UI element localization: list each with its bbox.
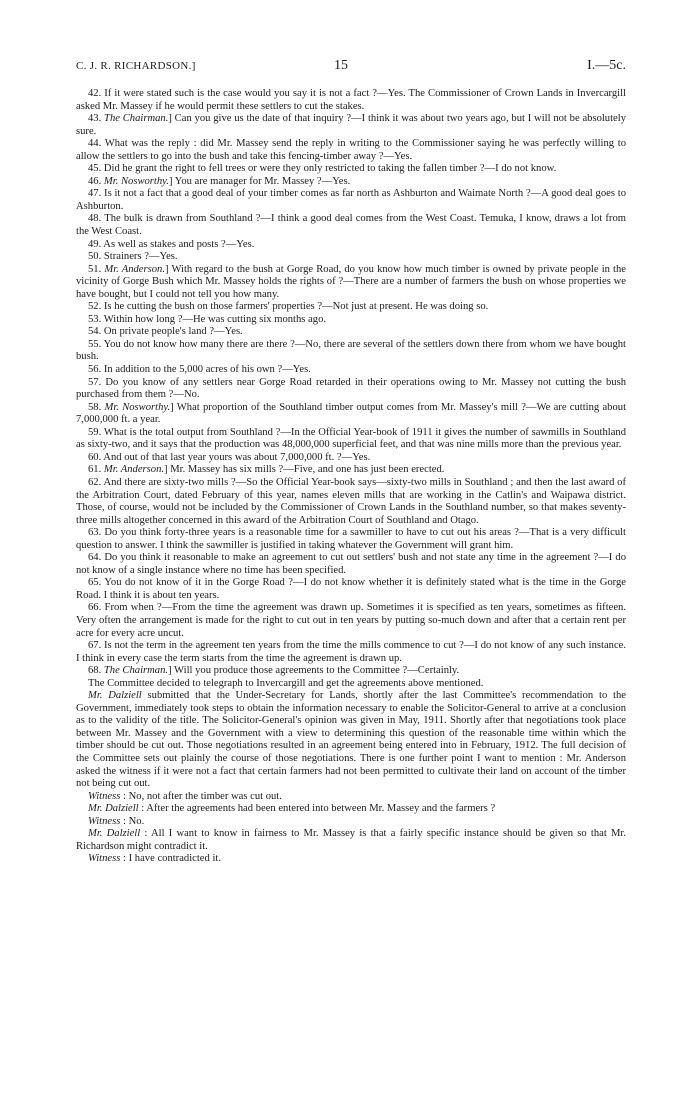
paragraph-text: 59. What is the total output from Southland ?—In the Official Year-book of 1911 it gives the number of sawmills in Southland as sixty-two, and it says that the production was 48,000,000 superficial feet, and that was nine mills more than the previous year. (76, 426, 626, 451)
speaker-lead: 58. Mr. Nosworthy.] (88, 401, 174, 413)
speaker-lead: Mr. Dalziell : (88, 828, 148, 840)
paragraph-text: 50. Strainers ?—Yes. (88, 251, 178, 263)
testimony-paragraph (76, 188, 626, 213)
paragraph-text: 44. What was the reply : did Mr. Massey send the reply in writing to the Commissioner saying he was perfectly willing to allow the settlers to go into the bush and take this fencing-timber away ?—Yes. (76, 138, 626, 162)
testimony-paragraph (76, 339, 626, 364)
paragraph-text: 67. Is not the term in the agreement ten years from the time the mills commence to cut ?—I do not know of any such instance. I think in every case the term starts from the time the agreement is drawn up. (76, 640, 626, 664)
testimony-paragraph (76, 690, 626, 790)
testimony-paragraph (76, 402, 626, 427)
paragraph-text: 42. If it were stated such is the case would you say it is not a fact ?—Yes. The Commissioner of Crown Lands in Invercargill asked Mr. Massey if he would permit these settlers to cut the stakes. (76, 88, 626, 112)
speaker-lead: Mr. Dalziell : (88, 803, 145, 815)
paragraph-text: The Committee decided to telegraph to Invercargill and get the agreements above mentioned. (88, 677, 484, 689)
paragraph-text: 56. In addition to the 5,000 acres of his own ?—Yes. (88, 364, 311, 376)
testimony-paragraph (76, 602, 626, 640)
page-number: 15 (334, 58, 348, 73)
paragraph-text: Mr. Massey has six mills ?—Five, and one has just been erected. (167, 464, 445, 476)
paragraph-text: 64. Do you think it reasonable to make an agreement to cut out settlers' bush and not state any time in the agreement ?—I do not know of a single instance where no time has been specified. (76, 552, 626, 576)
paragraph-text: Will you produce those agreements to the Committee ?—Certainly. (171, 665, 460, 677)
paragraph-text: All I want to know in fairness to Mr. Massey is that a fairly specific instance should be given so that Mr. Richardson might contradict it. (76, 828, 626, 852)
testimony-paragraph (76, 239, 626, 252)
paragraph-text: 55. You do not know how many there are there ?—No, there are several of the settlers down there from whom we have bought bush. (76, 338, 626, 363)
testimony-paragraph (76, 264, 626, 302)
paragraph-text: 53. Within how long ?—He was cutting six months ago. (88, 313, 327, 325)
speaker-lead: Witness : (88, 790, 126, 802)
testimony-paragraph (76, 577, 626, 602)
paragraph-text: What proportion of the Southland timber output comes from Mr. Massey's mill ?—We are cutting about 7,000,000 ft. a year. (76, 401, 627, 426)
speaker-lead: 51. Mr. Anderson.] (88, 263, 169, 275)
paragraph-text: 52. Is he cutting the bush on those farmers' properties ?—Not just at present. He was doing so. (88, 301, 489, 313)
paragraph-text: With regard to the bush at Gorge Road, do you know how much timber is owned by private people in the vicinity of Gorge Bush which Mr. Massey holds the rights of ?—There are a number of farmers the bush on whose properties we have bought, but I could not tell you how many. (76, 263, 626, 300)
paragraph-text: 49. As well as stakes and posts ?—Yes. (88, 238, 255, 250)
speaker-lead: 46. Mr. Nosworthy.] (88, 175, 173, 187)
paragraph-text: 63. Do you think forty-three years is a reasonable time for a sawmiller to have to cut out his areas ?—That is a very difficult question to answer. I think the sawmiller is justified in taking whatever the Government will grant him. (76, 527, 626, 551)
paragraph-text: 66. From when ?—From the time the agreement was drawn up. Sometimes it is specified as ten years, sometimes as fifteen. Very often the arrangement is made for the right to cut out in ten years by putting so-much down and after that a certain rent per acre for every acre uncut. (76, 602, 626, 639)
paragraph-text: You are manager for Mr. Massey ?—Yes. (172, 175, 351, 187)
paragraph-text: 47. Is it not a fact that a good deal of your timber comes as far north as Ashburton and Waimate North ?—A good deal goes to Ashburton. (76, 188, 626, 212)
paragraph-text: Can you give us the date of that inquiry ?—I think it was about two years ago, but I will not be absolutely sure. (76, 113, 626, 137)
speaker-lead: Witness : (88, 815, 126, 827)
paragraph-text: After the agreements had been entered into between Mr. Massey and the farmers ? (144, 803, 496, 815)
testimony-paragraph (76, 176, 626, 189)
testimony-paragraph (76, 853, 626, 866)
testimony-paragraph (76, 527, 626, 552)
testimony-paragraph (76, 477, 626, 527)
testimony-paragraph (76, 452, 626, 465)
testimony-paragraph (76, 326, 626, 339)
testimony-paragraph (76, 138, 626, 163)
paragraph-text: 62. And there are sixty-two mills ?—So the Official Year-book says—sixty-two mills in Southland ; and then the last award of the Arbitration Court, dated February of this year, names eleven mills that are working in the Catlin's and Waipawa district. Those, of course, would not be included by the Commissioner of Crown Lands in the Southland number, so that makes seventy-three mills altogether concerned in this award of the Arbitration Court of Southland and Otago. (76, 476, 626, 526)
testimony-paragraph (76, 427, 626, 452)
speaker-lead: Witness : (88, 853, 126, 865)
testimony-paragraph (76, 301, 626, 314)
paragraph-text: 60. And out of that last year yours was about 7,000,000 ft. ?—Yes. (88, 451, 371, 463)
testimony-paragraph (76, 113, 626, 138)
testimony-paragraph (76, 88, 626, 113)
paragraph-text: 65. You do not know of it in the Gorge Road ?—I do not know whether it is definitely stated what is the time in the Gorge Road. I think it is about ten years. (76, 577, 626, 601)
testimony-paragraph (76, 213, 626, 238)
testimony-paragraph (76, 163, 626, 176)
testimony-paragraph (76, 314, 626, 327)
paragraph-text: 57. Do you know of any settlers near Gorge Road retarded in their operations owing to Mr. Massey not cutting the bush purchased from them ?—No. (76, 376, 626, 401)
testimony-body (76, 88, 626, 866)
testimony-paragraph (76, 464, 626, 477)
testimony-paragraph (76, 364, 626, 377)
testimony-paragraph (76, 640, 626, 665)
paragraph-text: 45. Did he grant the right to fell trees or were they only restricted to taking the fallen timber ?—I do not know. (88, 163, 557, 175)
paper-reference: I.—5c. (587, 58, 626, 73)
paragraph-text: No, not after the timber was cut out. (125, 790, 282, 802)
paragraph-text: I have contradicted it. (125, 853, 221, 865)
paragraph-text: 48. The bulk is drawn from Southland ?—I think a good deal comes from the West Coast. Temuka, I know, draws a lot from the West Coast. (76, 213, 626, 238)
testimony-paragraph (76, 791, 626, 804)
testimony-paragraph (76, 828, 626, 853)
testimony-paragraph (76, 251, 626, 264)
testimony-paragraph (76, 678, 626, 691)
testimony-paragraph (76, 552, 626, 577)
speaker-lead: Mr. Dalziell (88, 690, 142, 702)
testimony-paragraph (76, 816, 626, 829)
speaker-lead: 61. Mr. Anderson.] (88, 464, 168, 476)
paragraph-text: submitted that the Under-Secretary for Lands, shortly after the last Committee's recommendation to the Government, immediately took steps to obtain the information necessary to enable the Solicitor-General to arrive at a conclusion as to the validity of the title. The Solicitor-General's opinion was given in May, 1911. Shortly after that negotiations took place between Mr. Massey and the Government with a view to determining this question of the reasonable time within which the timber should be cut out. Those negotiations resulted in an agreement being entered into in February, 1912. The full decision of the Committee sets out plainly the course of those negotiations. There is one further point I want to mention : Mr. Anderson asked the witness if it were not a fact that certain farmers had not been permitted to cultivate their land on account of the timber not being cut out. (76, 690, 626, 790)
speaker-lead: 68. The Chairman.] (88, 665, 172, 677)
speaker-lead: 43. The Chairman.] (88, 113, 172, 125)
paragraph-text: No. (125, 815, 145, 827)
page-header (76, 58, 626, 78)
testimony-paragraph (76, 803, 626, 816)
witness-name-header: C. J. R. RICHARDSON.] (76, 60, 196, 72)
testimony-paragraph (76, 665, 626, 678)
testimony-paragraph (76, 377, 626, 402)
paragraph-text: 54. On private people's land ?—Yes. (88, 326, 243, 338)
